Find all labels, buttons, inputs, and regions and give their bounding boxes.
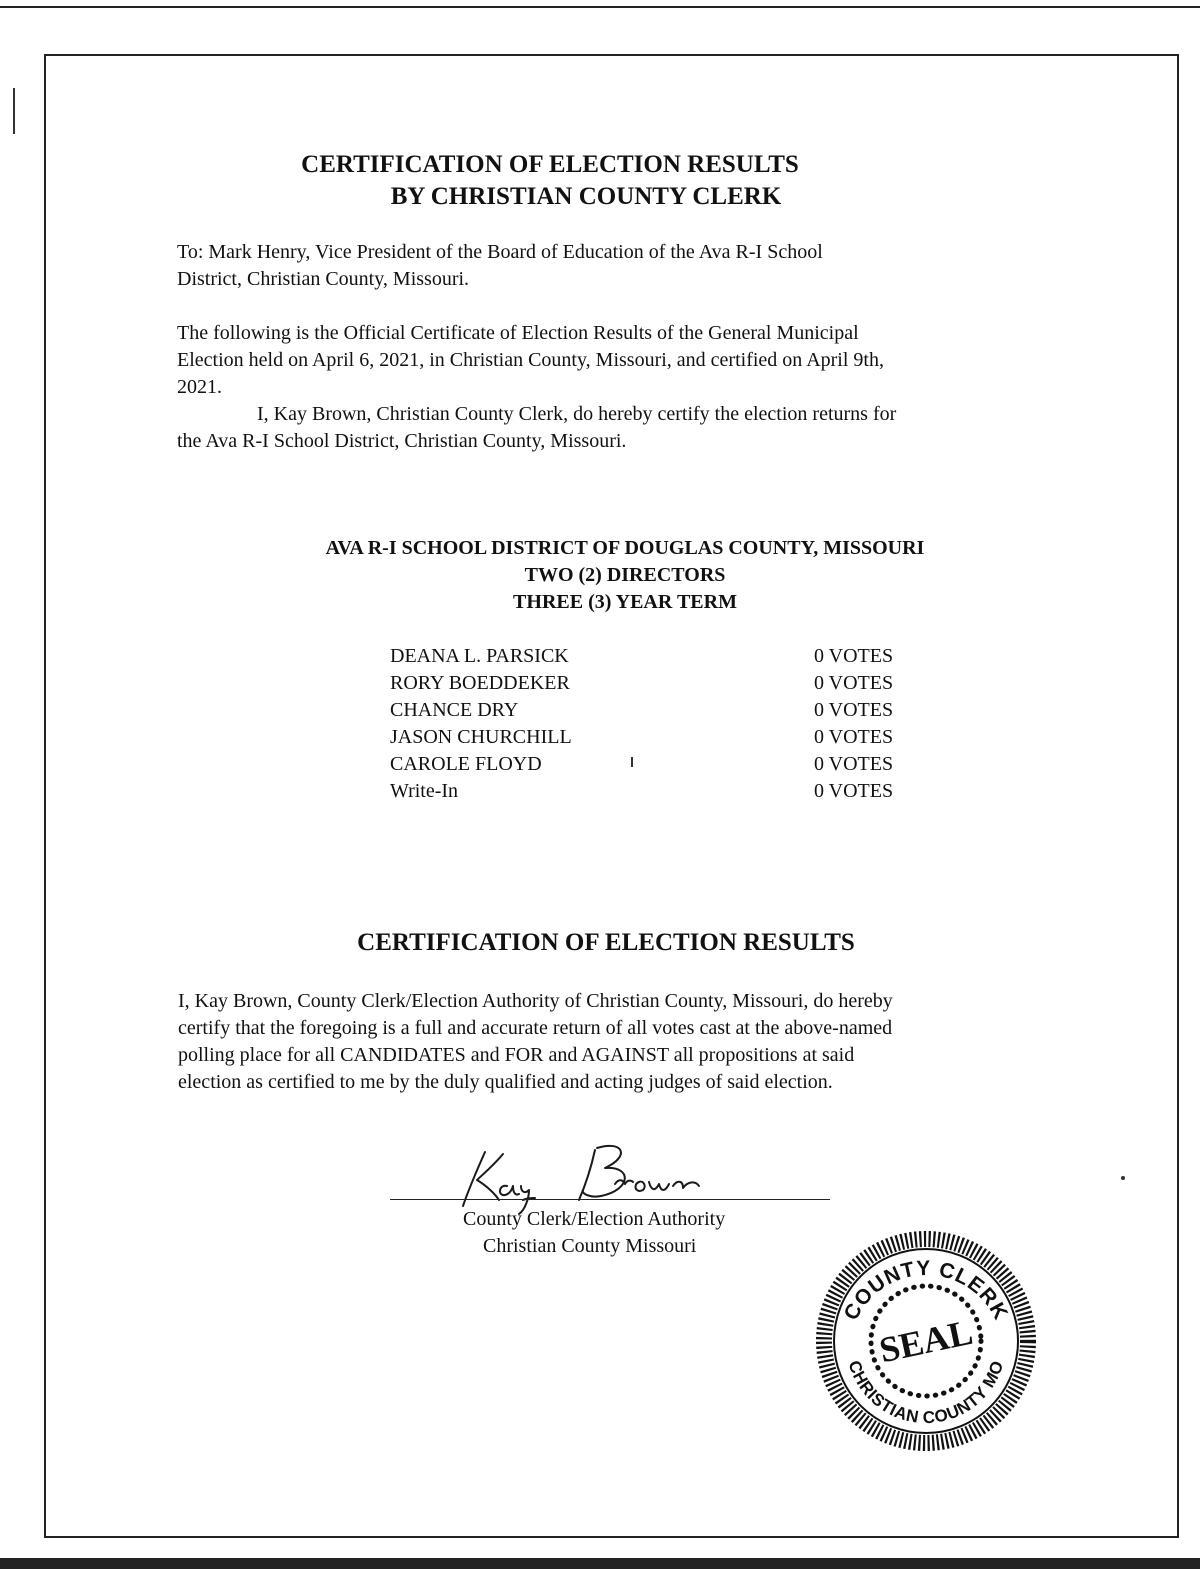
table-row: [390, 751, 930, 778]
intro-line: 2021.: [177, 376, 222, 398]
signer-office: Christian County Missouri: [483, 1235, 697, 1257]
addressee-line: District, Christian County, Missouri.: [177, 268, 470, 290]
candidate-name: CAROLE FLOYD: [390, 753, 542, 775]
seal-top-text: COUNTY CLERK: [839, 1256, 1013, 1325]
intro-paragraph: [177, 320, 1057, 455]
certification-line: certify that the foregoing is a full and accurate return of all votes cast at the above-named: [178, 1017, 893, 1039]
vote-count: 0 VOTES: [814, 699, 894, 721]
document-subtitle: BY CHRISTIAN COUNTY CLERK: [390, 183, 782, 210]
table-row: [390, 697, 930, 724]
certification-paragraph: [178, 988, 1078, 1096]
scan-top-edge: [0, 0, 1200, 8]
table-row: [390, 724, 930, 751]
seal-center-text: SEAL: [875, 1311, 977, 1371]
signature-line: [390, 1199, 830, 1200]
table-row: [390, 670, 930, 697]
scan-speck: [631, 757, 633, 767]
seal-bottom-text: CHRISTIAN COUNTY MO: [844, 1358, 1008, 1428]
scan-margin-mark: [13, 88, 15, 134]
vote-count: 0 VOTES: [814, 645, 894, 667]
vote-count: 0 VOTES: [814, 780, 894, 802]
intro-line: I, Kay Brown, Christian County Clerk, do hereby certify the election returns for: [257, 403, 897, 425]
certification-title: CERTIFICATION OF ELECTION RESULTS: [357, 929, 855, 956]
race-seats: TWO (2) DIRECTORS: [524, 564, 726, 586]
table-row: [390, 643, 930, 670]
scan-speck: [1121, 1176, 1125, 1180]
vote-count: 0 VOTES: [814, 726, 894, 748]
race-heading: AVA R-I SCHOOL DISTRICT OF DOUGLAS COUNTY, MISSOURI: [325, 537, 925, 559]
vote-count: 0 VOTES: [814, 672, 894, 694]
signer-title: County Clerk/Election Authority: [463, 1208, 726, 1230]
certification-line: I, Kay Brown, County Clerk/Election Authority of Christian County, Missouri, do hereby: [178, 990, 893, 1012]
candidate-name: DEANA L. PARSICK: [390, 645, 569, 667]
certification-line: election as certified to me by the duly qualified and acting judges of said election.: [178, 1071, 833, 1093]
candidate-name: JASON CHURCHILL: [390, 726, 572, 748]
document-title: CERTIFICATION OF ELECTION RESULTS: [301, 151, 799, 178]
vote-count: 0 VOTES: [814, 753, 894, 775]
intro-line: the Ava R-I School District, Christian County, Missouri.: [177, 430, 627, 452]
scan-bottom-edge: [0, 1558, 1200, 1569]
candidate-name: Write-In: [390, 780, 459, 802]
vote-table: [390, 643, 930, 805]
race-term: THREE (3) YEAR TERM: [513, 591, 737, 613]
addressee-block: [177, 239, 1057, 293]
county-seal: [810, 1225, 1042, 1457]
table-row: [390, 778, 930, 805]
candidate-name: CHANCE DRY: [390, 699, 519, 721]
addressee-line: To: Mark Henry, Vice President of the Board of Education of the Ava R-I School: [177, 241, 823, 263]
intro-line: Election held on April 6, 2021, in Christian County, Missouri, and certified on April 9th,: [177, 349, 884, 371]
intro-line: The following is the Official Certificate of Election Results of the General Municipal: [177, 322, 859, 344]
certification-line: polling place for all CANDIDATES and FOR and AGAINST all propositions at said: [178, 1044, 855, 1066]
candidate-name: RORY BOEDDEKER: [390, 672, 570, 694]
